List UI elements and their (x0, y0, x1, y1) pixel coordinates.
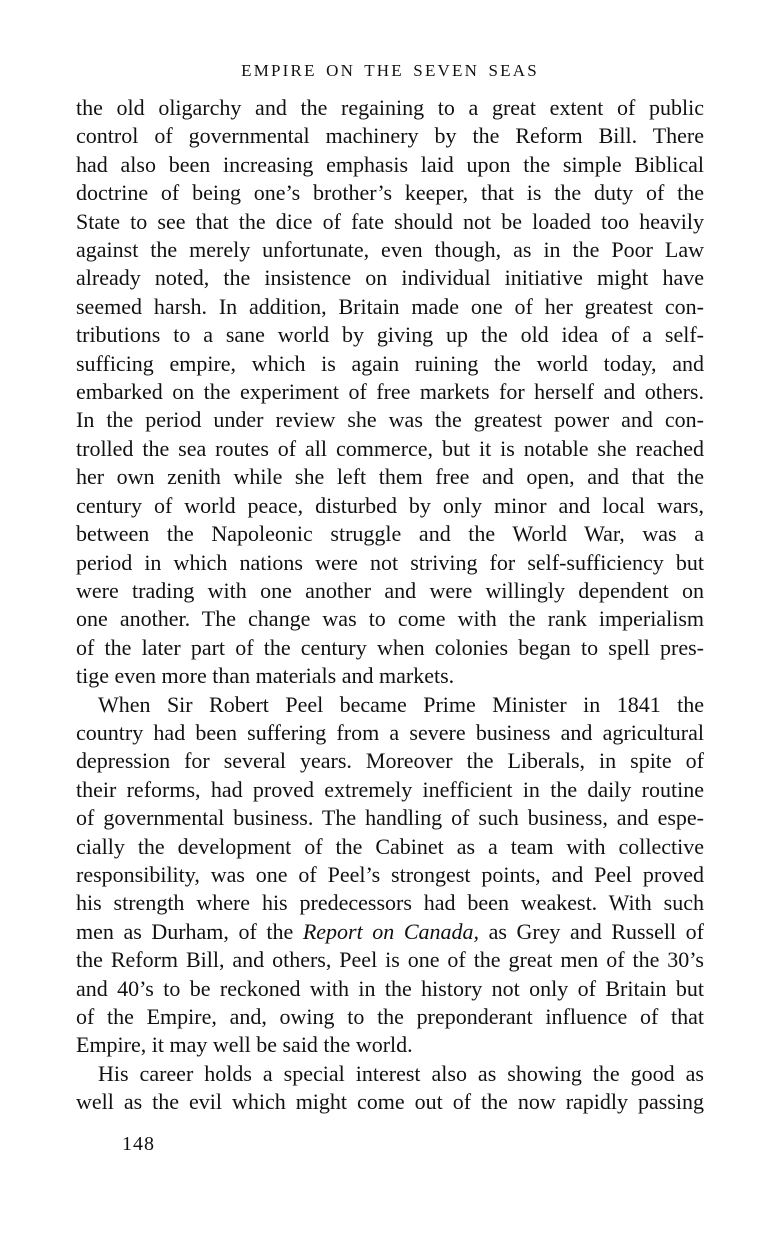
text-line: When Sir Robert Peel became Prime Minister in 1841 the (98, 691, 704, 717)
text-line: State to see that the dice of fate should not be loaded too heavily (76, 208, 704, 234)
running-head: EMPIRE ON THE SEVEN SEAS (241, 61, 539, 80)
text-line: already noted, the insistence on individual initiative might have (76, 265, 704, 291)
text-line (76, 918, 704, 946)
text-line: of the later part of the century when colonies began to spell pres- (76, 634, 704, 660)
book-page (76, 62, 704, 1117)
text-line: of the Empire, and, owing to the preponderant influence of that (76, 1004, 704, 1029)
text-line: were trading with one another and were willingly dependent on (76, 577, 704, 603)
text-line: country had been suffering from a severe business and agricultural (76, 719, 704, 745)
text-line: one another. The change was to come with the rank imperialism (76, 606, 704, 632)
text-line: the old oligarchy and the regaining to a great extent of public (76, 95, 704, 120)
text-line: responsibility, was one of Peel’s strongest points, and Peel proved (76, 861, 704, 887)
text-line: cially the development of the Cabinet as a team with collective (76, 833, 704, 859)
paragraph-1 (76, 94, 704, 691)
text-line: Empire, it may well be said the world. (76, 1032, 413, 1058)
text-line: their reforms, had proved extremely inefficient in the daily routine (76, 776, 704, 802)
text-line: His career holds a special interest also as showing the good as (98, 1060, 704, 1086)
text-line: her own zenith while she left them free and open, and that the (76, 464, 704, 490)
text-line: trolled the sea routes of all commerce, but it is notable she reached (76, 435, 704, 461)
paragraph-3 (76, 1060, 704, 1117)
text-line: against the merely unfortunate, even though, as in the Poor Law (76, 237, 704, 263)
text-line: tributions to a sane world by giving up the old idea of a self- (76, 322, 704, 348)
text-line: seemed harsh. In addition, Britain made one of her greatest con- (76, 293, 704, 319)
text-line: of governmental business. The handling of such business, and espe- (76, 805, 704, 831)
text-line: and 40’s to be reckoned with in the history not only of Britain but (76, 975, 704, 1001)
text-run: men as Durham, of the (76, 918, 303, 944)
text-line: had also been increasing emphasis laid upon the simple Biblical (76, 151, 704, 177)
text-line: control of governmental machinery by the Reform Bill. There (76, 123, 704, 149)
text-line: tige even more than materials and markets. (76, 663, 455, 689)
text-line: century of world peace, disturbed by only minor and local wars, (76, 492, 704, 518)
text-line: well as the evil which might come out of the now rapidly passing (76, 1089, 704, 1115)
text-line: the Reform Bill, and others, Peel is one of the great men of the 30’s (76, 947, 704, 973)
text-line: embarked on the experiment of free markets for herself and others. (76, 379, 704, 405)
text-line: between the Napoleonic struggle and the World War, was a (76, 521, 704, 547)
italic-title: Report on Canada, (302, 918, 479, 944)
paragraph-2 (76, 691, 704, 1060)
text-run: as Grey and Russell of (479, 918, 704, 944)
text-line: doctrine of being one’s brother’s keeper, that is the duty of the (76, 180, 704, 206)
text-line: his strength where his predecessors had been weakest. With such (76, 890, 704, 916)
body-text (76, 94, 704, 1117)
text-line: depression for several years. Moreover the Liberals, in spite of (76, 748, 704, 774)
page-number: 148 (122, 1133, 155, 1155)
text-line: period in which nations were not striving for self-sufficiency but (76, 549, 704, 575)
text-line: sufficing empire, which is again ruining the world today, and (76, 350, 704, 376)
text-line: In the period under review she was the greatest power and con- (76, 407, 704, 433)
